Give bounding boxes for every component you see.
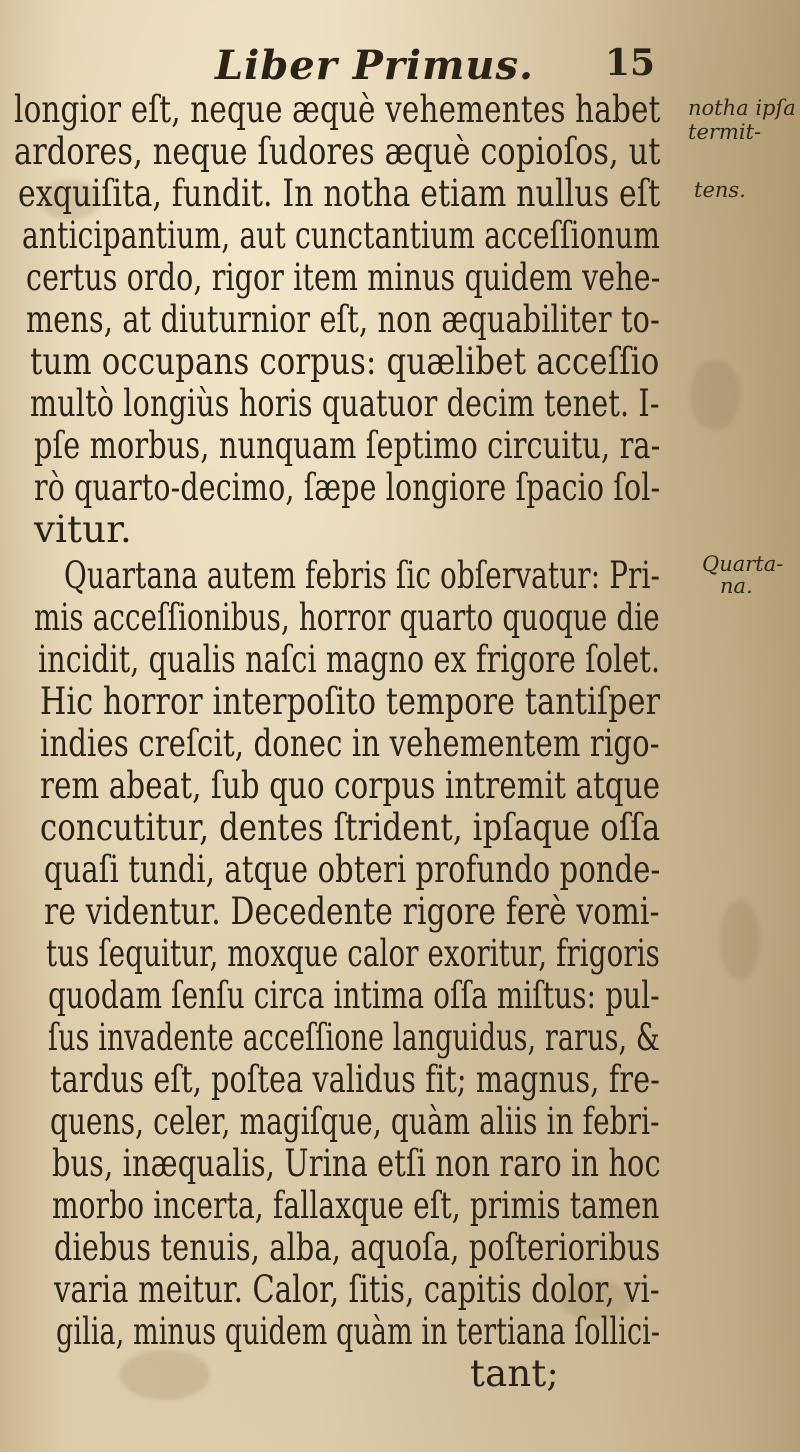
text-line: quodam ſenſu circa intima oſſa miſtus: pul- [48,974,660,1017]
text-line: Hic horror interpoſito tempore tantiſper [40,680,661,723]
running-title: Liber Primus. [215,42,534,89]
text-line: mens, at diuturnior eſt, non æquabiliter to- [26,298,660,341]
text-line: quaſi tundi, atque obteri profundo ponde- [44,848,661,891]
text-line: Quartana autem febris ſic obſervatur: Pri- [64,554,661,597]
text-line: vitur. [34,508,133,551]
text-line: gilia, minus quidem quàm in tertiana ſollici- [56,1310,661,1353]
margin-note: Quarta- [702,552,784,576]
text-line: mis acceſſionibus, horror quarto quoque die [34,596,660,639]
margin-note: notha ipſa [688,96,796,120]
foxing-stain [690,360,740,430]
margin-note: na. [720,574,753,598]
text-line: anticipantium, aut cunctantium acceſſionum [22,214,660,257]
text-line: tum occupans corpus: quælibet acceſſio [30,340,660,383]
foxing-stain [120,1350,210,1400]
text-line: ſus invadente acceſſione languidus, rarus, & [48,1016,661,1059]
page-number: 15 [605,42,656,84]
margin-note: tens. [694,178,746,202]
text-line: indies creſcit, donec in vehementem rigo- [40,722,660,765]
text-line: bus, inæqualis, Urina etſi non raro in hoc [52,1142,661,1185]
margin-note: termit- [688,120,762,144]
text-line: tus ſequitur, moxque calor exoritur, frigoris [46,932,661,975]
foxing-stain [720,900,760,980]
text-line: multò longiùs horis quatuor decim tenet. I- [30,382,660,425]
text-line: longior eſt, neque æquè vehementes habet [14,88,661,131]
text-line: varia meitur. Calor, ſitis, capitis dolor, vi- [54,1268,660,1311]
text-line: ardores, neque ſudores æquè copioſos, ut [14,130,661,173]
catchword: tant; [470,1352,560,1395]
text-line: quens, celer, magiſque, quàm aliis in febri- [50,1100,660,1143]
text-line: exquiſita, fundit. In notha etiam nullus eſt [18,172,661,215]
text-line: concutitur, dentes ſtrident, ipſaque oſſa [40,806,661,849]
text-line: incidit, qualis naſci magno ex frigore ſolet. [38,638,661,681]
text-line: certus ordo, rigor item minus quidem vehe- [26,256,661,299]
text-line: pſe morbus, nunquam ſeptimo circuitu, ra- [34,424,661,467]
text-line: rem abeat, ſub quo corpus intremit atque [40,764,661,807]
text-line: morbo incerta, fallaxque eſt, primis tamen [52,1184,660,1227]
text-line: rò quarto-decimo, ſæpe longiore ſpacio ſol- [34,466,661,509]
text-line: re videntur. Decedente rigore ferè vomi- [44,890,660,933]
text-line: tardus eſt, poſtea validus fit; magnus, fre- [50,1058,660,1101]
text-line: diebus tenuis, alba, aquoſa, poſterioribus [54,1226,661,1269]
